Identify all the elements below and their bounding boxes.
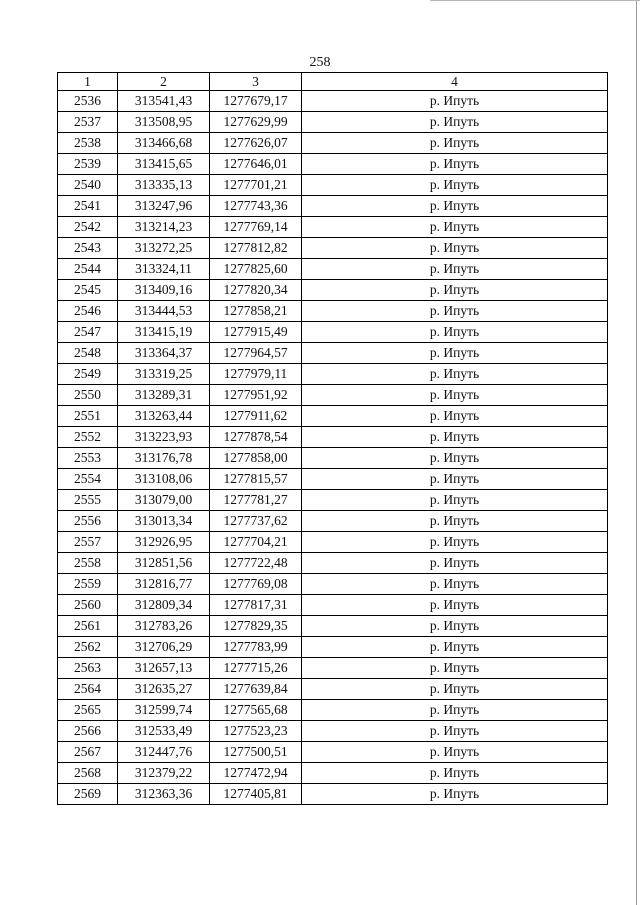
x-coordinate-cell: 312706,29 xyxy=(118,637,210,658)
x-coordinate-cell: 313364,37 xyxy=(118,343,210,364)
point-number-cell: 2557 xyxy=(58,532,118,553)
description-cell: р. Ипуть xyxy=(302,595,608,616)
description-cell: р. Ипуть xyxy=(302,574,608,595)
y-coordinate-cell: 1277737,62 xyxy=(210,511,302,532)
x-coordinate-cell: 313214,23 xyxy=(118,217,210,238)
header-cell: 4 xyxy=(302,73,608,91)
x-coordinate-cell: 313415,65 xyxy=(118,154,210,175)
y-coordinate-cell: 1277523,23 xyxy=(210,721,302,742)
point-number-cell: 2564 xyxy=(58,679,118,700)
y-coordinate-cell: 1277964,57 xyxy=(210,343,302,364)
y-coordinate-cell: 1277472,94 xyxy=(210,763,302,784)
y-coordinate-cell: 1277646,01 xyxy=(210,154,302,175)
y-coordinate-cell: 1277500,51 xyxy=(210,742,302,763)
table-row xyxy=(58,280,608,301)
description-cell: р. Ипуть xyxy=(302,637,608,658)
table-row xyxy=(58,721,608,742)
x-coordinate-cell: 312926,95 xyxy=(118,532,210,553)
description-cell: р. Ипуть xyxy=(302,490,608,511)
description-cell: р. Ипуть xyxy=(302,385,608,406)
point-number-cell: 2567 xyxy=(58,742,118,763)
table-row xyxy=(58,469,608,490)
point-number-cell: 2558 xyxy=(58,553,118,574)
description-cell: р. Ипуть xyxy=(302,511,608,532)
y-coordinate-cell: 1277951,92 xyxy=(210,385,302,406)
table-row xyxy=(58,385,608,406)
header-cell: 3 xyxy=(210,73,302,91)
point-number-cell: 2553 xyxy=(58,448,118,469)
description-cell: р. Ипуть xyxy=(302,784,608,805)
table-row xyxy=(58,637,608,658)
description-cell: р. Ипуть xyxy=(302,616,608,637)
description-cell: р. Ипуть xyxy=(302,469,608,490)
y-coordinate-cell: 1277704,21 xyxy=(210,532,302,553)
description-cell: р. Ипуть xyxy=(302,364,608,385)
y-coordinate-cell: 1277783,99 xyxy=(210,637,302,658)
x-coordinate-cell: 313508,95 xyxy=(118,112,210,133)
x-coordinate-cell: 313289,31 xyxy=(118,385,210,406)
point-number-cell: 2546 xyxy=(58,301,118,322)
description-cell: р. Ипуть xyxy=(302,196,608,217)
x-coordinate-cell: 313335,13 xyxy=(118,175,210,196)
table-row xyxy=(58,784,608,805)
description-cell: р. Ипуть xyxy=(302,721,608,742)
description-cell: р. Ипуть xyxy=(302,154,608,175)
x-coordinate-cell: 313176,78 xyxy=(118,448,210,469)
x-coordinate-cell: 312447,76 xyxy=(118,742,210,763)
header-cell: 1 xyxy=(58,73,118,91)
x-coordinate-cell: 313079,00 xyxy=(118,490,210,511)
page-edge-right xyxy=(636,0,637,905)
table-row xyxy=(58,196,608,217)
x-coordinate-cell: 312657,13 xyxy=(118,658,210,679)
x-coordinate-cell: 313541,43 xyxy=(118,91,210,112)
x-coordinate-cell: 313319,25 xyxy=(118,364,210,385)
description-cell: р. Ипуть xyxy=(302,658,608,679)
point-number-cell: 2538 xyxy=(58,133,118,154)
description-cell: р. Ипуть xyxy=(302,532,608,553)
point-number-cell: 2561 xyxy=(58,616,118,637)
x-coordinate-cell: 313466,68 xyxy=(118,133,210,154)
description-cell: р. Ипуть xyxy=(302,553,608,574)
description-cell: р. Ипуть xyxy=(302,280,608,301)
y-coordinate-cell: 1277858,00 xyxy=(210,448,302,469)
point-number-cell: 2565 xyxy=(58,700,118,721)
description-cell: р. Ипуть xyxy=(302,742,608,763)
table-row xyxy=(58,175,608,196)
point-number-cell: 2545 xyxy=(58,280,118,301)
table-row xyxy=(58,658,608,679)
table-header-row xyxy=(58,73,608,91)
point-number-cell: 2556 xyxy=(58,511,118,532)
table-row xyxy=(58,301,608,322)
y-coordinate-cell: 1277915,49 xyxy=(210,322,302,343)
y-coordinate-cell: 1277825,60 xyxy=(210,259,302,280)
x-coordinate-cell: 312816,77 xyxy=(118,574,210,595)
x-coordinate-cell: 313108,06 xyxy=(118,469,210,490)
point-number-cell: 2549 xyxy=(58,364,118,385)
table-row xyxy=(58,112,608,133)
table-row xyxy=(58,133,608,154)
point-number-cell: 2537 xyxy=(58,112,118,133)
point-number-cell: 2540 xyxy=(58,175,118,196)
description-cell: р. Ипуть xyxy=(302,322,608,343)
y-coordinate-cell: 1277858,21 xyxy=(210,301,302,322)
table-row xyxy=(58,259,608,280)
y-coordinate-cell: 1277565,68 xyxy=(210,700,302,721)
table-row xyxy=(58,553,608,574)
description-cell: р. Ипуть xyxy=(302,406,608,427)
y-coordinate-cell: 1277722,48 xyxy=(210,553,302,574)
table-row xyxy=(58,763,608,784)
point-number-cell: 2536 xyxy=(58,91,118,112)
point-number-cell: 2568 xyxy=(58,763,118,784)
y-coordinate-cell: 1277979,11 xyxy=(210,364,302,385)
x-coordinate-cell: 313409,16 xyxy=(118,280,210,301)
point-number-cell: 2569 xyxy=(58,784,118,805)
x-coordinate-cell: 312635,27 xyxy=(118,679,210,700)
y-coordinate-cell: 1277743,36 xyxy=(210,196,302,217)
y-coordinate-cell: 1277701,21 xyxy=(210,175,302,196)
description-cell: р. Ипуть xyxy=(302,301,608,322)
description-cell: р. Ипуть xyxy=(302,700,608,721)
point-number-cell: 2551 xyxy=(58,406,118,427)
point-number-cell: 2542 xyxy=(58,217,118,238)
table-row xyxy=(58,511,608,532)
x-coordinate-cell: 312809,34 xyxy=(118,595,210,616)
x-coordinate-cell: 313444,53 xyxy=(118,301,210,322)
table-row xyxy=(58,532,608,553)
x-coordinate-cell: 312533,49 xyxy=(118,721,210,742)
y-coordinate-cell: 1277769,14 xyxy=(210,217,302,238)
x-coordinate-cell: 313263,44 xyxy=(118,406,210,427)
point-number-cell: 2566 xyxy=(58,721,118,742)
description-cell: р. Ипуть xyxy=(302,259,608,280)
y-coordinate-cell: 1277812,82 xyxy=(210,238,302,259)
description-cell: р. Ипуть xyxy=(302,679,608,700)
y-coordinate-cell: 1277878,54 xyxy=(210,427,302,448)
y-coordinate-cell: 1277626,07 xyxy=(210,133,302,154)
x-coordinate-cell: 312851,56 xyxy=(118,553,210,574)
x-coordinate-cell: 312363,36 xyxy=(118,784,210,805)
y-coordinate-cell: 1277629,99 xyxy=(210,112,302,133)
page-edge-top xyxy=(430,0,640,1)
table-row xyxy=(58,595,608,616)
y-coordinate-cell: 1277715,26 xyxy=(210,658,302,679)
description-cell: р. Ипуть xyxy=(302,91,608,112)
x-coordinate-cell: 313223,93 xyxy=(118,427,210,448)
description-cell: р. Ипуть xyxy=(302,448,608,469)
table-row xyxy=(58,742,608,763)
point-number-cell: 2560 xyxy=(58,595,118,616)
point-number-cell: 2563 xyxy=(58,658,118,679)
table-row xyxy=(58,322,608,343)
x-coordinate-cell: 312379,22 xyxy=(118,763,210,784)
header-cell: 2 xyxy=(118,73,210,91)
table-row xyxy=(58,364,608,385)
y-coordinate-cell: 1277829,35 xyxy=(210,616,302,637)
x-coordinate-cell: 312599,74 xyxy=(118,700,210,721)
table-row xyxy=(58,238,608,259)
point-number-cell: 2550 xyxy=(58,385,118,406)
x-coordinate-cell: 313272,25 xyxy=(118,238,210,259)
point-number-cell: 2548 xyxy=(58,343,118,364)
y-coordinate-cell: 1277911,62 xyxy=(210,406,302,427)
table-row xyxy=(58,616,608,637)
table-row xyxy=(58,217,608,238)
point-number-cell: 2559 xyxy=(58,574,118,595)
y-coordinate-cell: 1277679,17 xyxy=(210,91,302,112)
table-row xyxy=(58,679,608,700)
point-number-cell: 2539 xyxy=(58,154,118,175)
table-row xyxy=(58,448,608,469)
description-cell: р. Ипуть xyxy=(302,175,608,196)
point-number-cell: 2543 xyxy=(58,238,118,259)
x-coordinate-cell: 313247,96 xyxy=(118,196,210,217)
table-row xyxy=(58,574,608,595)
table-row xyxy=(58,91,608,112)
description-cell: р. Ипуть xyxy=(302,238,608,259)
y-coordinate-cell: 1277815,57 xyxy=(210,469,302,490)
table-row xyxy=(58,490,608,511)
y-coordinate-cell: 1277639,84 xyxy=(210,679,302,700)
x-coordinate-cell: 313324,11 xyxy=(118,259,210,280)
table-row xyxy=(58,700,608,721)
point-number-cell: 2554 xyxy=(58,469,118,490)
description-cell: р. Ипуть xyxy=(302,343,608,364)
y-coordinate-cell: 1277820,34 xyxy=(210,280,302,301)
description-cell: р. Ипуть xyxy=(302,112,608,133)
table-body xyxy=(58,91,608,805)
x-coordinate-cell: 312783,26 xyxy=(118,616,210,637)
point-number-cell: 2544 xyxy=(58,259,118,280)
description-cell: р. Ипуть xyxy=(302,217,608,238)
description-cell: р. Ипуть xyxy=(302,763,608,784)
point-number-cell: 2562 xyxy=(58,637,118,658)
table-row xyxy=(58,406,608,427)
point-number-cell: 2547 xyxy=(58,322,118,343)
table-row xyxy=(58,427,608,448)
point-number-cell: 2552 xyxy=(58,427,118,448)
y-coordinate-cell: 1277769,08 xyxy=(210,574,302,595)
table-row xyxy=(58,154,608,175)
table-row xyxy=(58,343,608,364)
coordinates-table xyxy=(57,72,608,805)
page-number: 258 xyxy=(309,55,331,70)
point-number-cell: 2555 xyxy=(58,490,118,511)
point-number-cell: 2541 xyxy=(58,196,118,217)
x-coordinate-cell: 313013,34 xyxy=(118,511,210,532)
y-coordinate-cell: 1277405,81 xyxy=(210,784,302,805)
y-coordinate-cell: 1277781,27 xyxy=(210,490,302,511)
description-cell: р. Ипуть xyxy=(302,427,608,448)
description-cell: р. Ипуть xyxy=(302,133,608,154)
x-coordinate-cell: 313415,19 xyxy=(118,322,210,343)
y-coordinate-cell: 1277817,31 xyxy=(210,595,302,616)
